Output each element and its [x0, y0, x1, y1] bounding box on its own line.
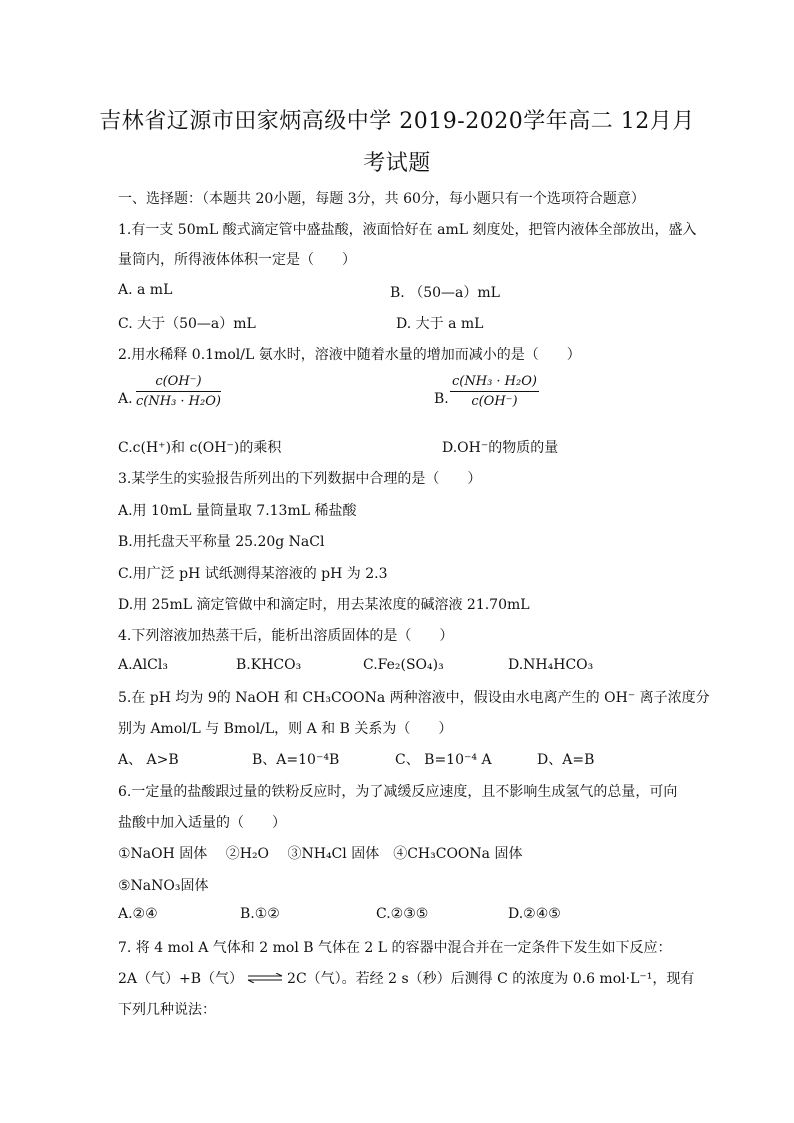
q5-option-c: C、 B=10⁻⁴ A [395, 752, 492, 768]
q7-equation-left: 2A（气）+B（气） [118, 971, 244, 987]
q4-option-a: A.AlCl₃ [118, 657, 168, 673]
q1-stem-line2: 量筒内，所得液体体积一定是（ ） [118, 252, 356, 268]
q6-stem-line1: 6.一定量的盐酸跟过量的铁粉反应时，为了减缓反应速度，且不影响生成氢气的总量，可向 [118, 784, 678, 800]
q5-option-a: A、 A>B [118, 752, 179, 768]
q5-option-b: B、A=10⁻⁴B [252, 752, 340, 768]
q5-option-d: D、A=B [537, 752, 595, 768]
q7-equation-line [118, 968, 694, 988]
q6-option-b: B.①② [240, 906, 280, 922]
q3-option-b: B.用托盘天平称量 25.20g NaCl [118, 534, 325, 550]
q6-stem-line2: 盐酸中加入适量的（ ） [118, 815, 286, 831]
q4-option-d: D.NH₄HCO₃ [508, 657, 594, 673]
q2-option-b-label: B. [434, 391, 449, 407]
q7-stem-line3: 下列几种说法： [118, 1002, 216, 1018]
q1-option-c: C. 大于（50—a）mL [118, 316, 256, 332]
q2-option-a-label: A. [118, 391, 133, 407]
q6-items-line1: ①NaOH 固体 ②H₂O ③NH₄Cl 固体 ④CH₃COONa 固体 [118, 846, 523, 862]
q5-stem-line2: 别为 Amol/L 与 Bmol/L，则 A 和 B 关系为（ ） [118, 721, 453, 737]
q1-option-a: A. a mL [118, 282, 173, 298]
q2-stem: 2.用水稀释 0.1mol/L 氨水时，溶液中随着水量的增加而减小的是（ ） [118, 347, 581, 363]
q2-option-b-fraction [450, 374, 539, 409]
q2-b-numerator: c(NH₃ · H₂O) [450, 374, 539, 392]
q3-stem: 3.某学生的实验报告所列出的下列数据中合理的是（ ） [118, 471, 482, 487]
q2-option-c: C.c(H⁺)和 c(OH⁻)的乘积 [118, 440, 282, 456]
q2-b-denominator: c(OH⁻) [471, 394, 518, 409]
q6-option-a: A.②④ [118, 906, 158, 922]
q3-option-a: A.用 10mL 量筒量取 7.13mL 稀盐酸 [118, 503, 357, 519]
equilibrium-arrow-icon [247, 971, 283, 987]
q7-stem-line1: 7. 将 4 mol A 气体和 2 mol B 气体在 2 L 的容器中混合并在一定条件下发生如下反应： [118, 940, 672, 956]
q1-option-b: B. （50—a）mL [390, 285, 500, 301]
q3-option-c: C.用广泛 pH 试纸测得某溶液的 pH 为 2.3 [118, 566, 388, 582]
q6-items-line2: ⑤NaNO₃固体 [118, 878, 209, 894]
title-line-1: 吉林省辽源市田家炳高级中学 2019-2020学年高二 12月月 [99, 109, 695, 134]
q2-option-d: D.OH⁻的物质的量 [442, 440, 559, 456]
q4-stem: 4.下列溶液加热蒸干后，能析出溶质固体的是（ ） [118, 628, 454, 644]
q4-option-c: C.Fe₂(SO₄)₃ [363, 657, 444, 673]
title-line-2: 考试题 [363, 151, 431, 176]
q6-option-c: C.②③⑤ [376, 906, 429, 922]
q2-option-a-fraction [136, 374, 221, 409]
q3-option-d: D.用 25mL 滴定管做中和滴定时，用去某浓度的碱溶液 21.70mL [118, 597, 530, 613]
q6-option-d: D.②④⑤ [508, 906, 561, 922]
q7-equation-right: 2C（气）。若经 2 s（秒）后测得 C 的浓度为 0.6 mol·L⁻¹，现有 [287, 971, 695, 987]
q5-stem-line1: 5.在 pH 均为 9的 NaOH 和 CH₃COONa 两种溶液中，假设由水电离产生的 OH⁻ 离子浓度分 [118, 690, 710, 706]
section-header: 一、选择题：（本题共 20小题，每题 3分，共 60分，每小题只有一个选项符合题意） [118, 191, 645, 207]
q2-a-numerator: c(OH⁻) [136, 374, 221, 392]
q2-a-denominator: c(NH₃ · H₂O) [136, 394, 221, 409]
q4-option-b: B.KHCO₃ [236, 657, 302, 673]
q1-option-d: D. 大于 a mL [396, 316, 484, 332]
q1-stem-line1: 1.有一支 50mL 酸式滴定管中盛盐酸，液面恰好在 amL 刻度处，把管内液体全部放出，盛入 [118, 222, 697, 238]
